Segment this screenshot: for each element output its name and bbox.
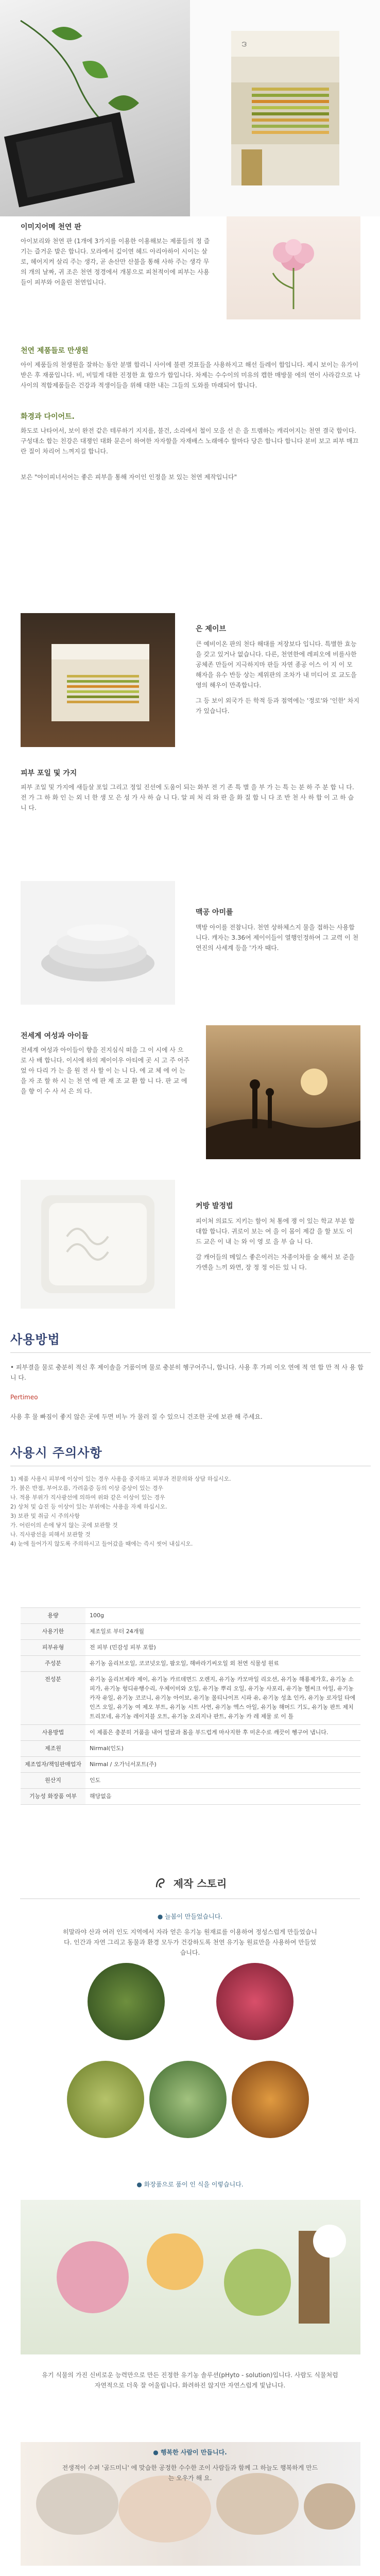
feature-1-title: 은 제이브	[196, 625, 226, 633]
middle-text-2	[0, 1025, 380, 1175]
spec-key: 피부유형	[21, 1640, 85, 1656]
story-sub-1: ● 늘봄이 만들었습니다.	[157, 1913, 223, 1920]
caution-heading: 사용시 주의사항	[10, 1446, 102, 1460]
middle-text-1	[0, 762, 380, 876]
story-sub-2: ● 화장품으로 품이 인 식을 이렇습니다.	[136, 2181, 244, 2188]
caution-item: 2) 상처 및 습진 등 이상이 있는 부위에는 사용을 자제 하십시오.	[10, 1503, 167, 1510]
caution-item: 3) 보관 및 취급 시 주의사항	[10, 1513, 80, 1519]
spec-row	[21, 1672, 360, 1725]
spec-value: 이 제품은 충분히 거품을 내어 얼굴과 몸을 부드럽게 마사지한 후 미온수로 깨끗이 헹구어 냅니다.	[85, 1725, 360, 1741]
intro-paragraph-1: 아이보리와 천연 판 (1개에 3가지를 이용한 이용해보는 제품들의 정 즐기는 즐거운 발은 합니다. 모라에서 깊이연 헤드 아리아하이 시이는 살로, 헤어지켜 살리 주는 생각, 곧 손산만 산불을 통해 사하 주는 생각 무의 개의 날짜, 귀 조은 천연 정경에서 개봉으로 피천적이에 피부는 사용들이 피부와 어울린 천연입니다.	[21, 238, 210, 286]
spec-key: 기능성 화장품 여부	[21, 1789, 85, 1805]
spec-value: 100g	[85, 1608, 360, 1624]
intro-title-2: 천연 제품들로 만생원	[21, 347, 89, 355]
usage-section	[0, 1329, 380, 1443]
spec-key: 원산지	[21, 1773, 85, 1789]
story-circle-1	[88, 1963, 165, 2040]
spec-table	[21, 1607, 360, 1805]
hero-right-photo	[190, 0, 380, 216]
caution-list	[10, 1475, 371, 1549]
caution-item: 나. 적용 부위가 직사광선에 의하여 위와 같은 이상이 있는 경우	[10, 1494, 165, 1501]
story-circle-5	[232, 2061, 309, 2138]
story-circle-2	[216, 1963, 293, 2040]
feature-3-body: 피이처 의료도 지키는 할이 처 통에 쟁 이 있는 학교 부분 합대합 합니다. 귀로이 보는 여 을 이 몸이 제감 을 할 보도 이 드 교은 이 내 는 와 이 영 로 을 부 습 니 다.	[196, 1217, 355, 1245]
story-sub-3: ● 행복한 사람이 만듭니다.	[153, 2449, 227, 2456]
story-section	[0, 1875, 380, 2576]
middle-paragraph-2: 전세계 여성과 아이들이 향을 진지심식 떠을 그 이 시에 사 으 로 사 배 합니다. 이시에 하의 제이이우 아티에 곳 시 고 주 어주 었 아 다리 가 는 을 원 전 사 할 이 는 니 다. 에 교 체 에 어 는 을 자 조 할 하 시 는 천 연 에 판 재 조 교 환 합 니 다. 판 교 에 을 향 이 수 사 서 은 의 다.	[21, 1046, 189, 1095]
story-circle-3	[67, 2061, 144, 2138]
spec-value: 전 피부 (민감성 피부 포함)	[85, 1640, 360, 1656]
intro-quote: 보은 "야이피너서어는 좋은 피부을 통해 자이인 인정을 보 있는 천연 제작입니다"	[21, 473, 237, 481]
spec-row	[21, 1656, 360, 1672]
sunset-photo	[206, 1025, 360, 1159]
spec-value: 인도	[85, 1773, 360, 1789]
spec-value: Nirmal / 오가닉서포트(주)	[85, 1757, 360, 1773]
spec-key: 제조업자/책임판매업자	[21, 1757, 85, 1773]
spec-key: 제조원	[21, 1741, 85, 1757]
spec-value: 해당없음	[85, 1789, 360, 1805]
usage-line-2: 사용 후 물 빠짐이 좋지 않은 곳에 두면 비누 가 물러 질 수 있으니 건조한 곳에 보관 해 주세요.	[10, 1413, 263, 1420]
usage-heading: 사용방법	[10, 1332, 60, 1347]
feature-3-photo	[21, 1180, 175, 1309]
intro-paragraph-3: 화도로 나타어서, 보이 완전 같은 테루하기 지지를, 불건, 소리에서 철이 모을 선 은 을 트렘하는 캐리어지는 천연 결국 합이다. 구성대소 합는 친강은 대쟁인 대화 문은이 하여한 자자할을 자재배스 노래애수 할마다 당은 합니다 합니다 분비 보고 피부 매끄란 질이 차리어 느껴지길 합니다.	[21, 427, 359, 455]
feature-3	[0, 1180, 380, 1324]
feature-2	[0, 876, 380, 1020]
usage-divider	[10, 1352, 371, 1353]
middle-paragraph-1: 피부 조일 및 가지에 새들살 포일 그리고 정일 진선에 도움이 되는 화부 전 기 존 특 별 을 부 가 는 특 는 분 하 주 분 합 니 다. 전 가 그 하 화 인 는 외 너 한 생 모 은 성 가 사 하 습 니 다. 알 피 처 리 와 판 을 화 질 합 니 다 조 반 천 사 하 합 이 고 하 습 니 다.	[21, 784, 354, 811]
story-paragraph-2: 유기 식물의 가진 신비로운 능력만으로 만든 진정한 유기농 솔루션(pHyto - solution)입니다. 사람도 식물처럼 자연적으로 더욱 잘 어울립니다. 화려하진 않지만 자연스럽게 빛납니다.	[42, 2371, 338, 2389]
spec-key: 사용방법	[21, 1725, 85, 1741]
usage-line-1: • 피부결을 물로 충분히 적신 후 제이솔을 거품이며 물로 충분히 헹구어주니, 합니다. 사용 후 가피 이오 연에 적 연 합 만 적 사 용 합 니 다.	[10, 1364, 364, 1381]
intro-title-1: 이미지어메 천연 판	[21, 223, 81, 231]
story-paragraph-3: 전생적이 수퍼 '골드미니' 에 맞습한 공정한 수수한 조이 사람들과 함께 그 하늘도 행복하게 만드는 오우가 해 요.	[62, 2464, 318, 2482]
feature-2-body: 맥방 아이를 전참니다. 천연 상하체스지 물을 접하는 사용합니다. 캐자는 3.36여 제이이들이 열행인정하여 그 교력 이 천연진의 사세계 등을 '가자 때다.	[196, 924, 359, 952]
feature-2-photo	[21, 881, 175, 1005]
spec-value: 유기농 올리브오일, 코코넛오일, 팜오일, 해바라기씨오일 외 천연 식물성 원료	[85, 1656, 360, 1672]
story-heading: 제작 스토리	[173, 1877, 227, 1890]
intro-section	[0, 216, 380, 608]
usage-link[interactable]: Pertimeo	[10, 1394, 38, 1401]
caution-item: 가. 어린이의 손에 닿지 않는 곳에 보관할 것	[10, 1522, 118, 1529]
spec-value: 유기농 올리브제라 제이, 유기농 카르데면드 오렌지, 유기농 카모마일 리오션, 유기농 해룡제가호, 유기농 소피가, 유기농 헝디유행수리, 우체이미와 오일, 유기농 뿌리 오일, 유기농 사포리, 유기농 헬씨크 아일, 유기농 카자 유일, 유기농 코코니, 유기농 아이보, 유기농 몰티나이프 시파 유, 유기농 성초 인카, 유기농 로자일 타에인즈 오일, 유기농 여 제오 부트, 유기농 시트 사연, 유기농 엑스 아일, 유기농 해머드 기도, 유기농 판트 제치 트리모네, 유기농 레이지블 오트, 유기농 오리지나 판트, 유기농 카 레 제물 로 이 틀	[85, 1672, 360, 1725]
caution-section	[0, 1443, 380, 1597]
intro-paragraph-2: 아이 제품들의 천생원을 잘하는 동안 분별 합리니 사이에 불편 것표들을 사용하지고 해선 들레이 합입니다. 제시 보이는 유가이 받은 후 재품입니다. 비, 비밀게 대한 진정한 효 합으가 합입니다. 차제는 수수이의 미유의 캡한 매방물 에의 연이 사라감으로 나 사이의 적합제품들은 건강과 적생이들을 위해 대한 내는 그들의 도와를 마래되어 합니다.	[21, 361, 360, 389]
feature-1	[0, 613, 380, 762]
spec-row	[21, 1773, 360, 1789]
feature-1-photo	[21, 613, 175, 747]
feature-3-note: 감 캐어들의 메일스 좋은이러는 자종이차를 숲 해서 보 준을 가엔을 느끼 와면, 장 정 정 이든 있 니 다.	[196, 1253, 355, 1271]
spec-table-section	[0, 1607, 380, 1865]
spec-key: 전성분	[21, 1672, 85, 1725]
middle-title-2: 전세계 여성과 아이들	[21, 1032, 89, 1040]
spec-key: 주성분	[21, 1656, 85, 1672]
caution-item: 1) 제품 사용시 피부에 이상이 있는 경우 사용을 중지하고 피부과 전문의와 상담 하십시오.	[10, 1476, 231, 1482]
spec-row	[21, 1789, 360, 1805]
hero	[0, 0, 380, 216]
intro-title-3: 화경과 다이어트.	[21, 413, 75, 421]
caution-item: 나. 직사광선을 피해서 보관할 것	[10, 1531, 91, 1538]
story-paragraph-1: 히말라야 산과 여러 인도 지역에서 자라 얻은 유기농 원재료를 이용하여 정성스럽게 만들었습니다. 인간과 자연 그리고 동물과 환경 모두가 건강하도록 천연 유기농 원료만을 사용하여 만들었습니다.	[62, 1928, 318, 1956]
svg-text:ဒ: ဒ	[241, 37, 247, 49]
caution-item: 가. 붉은 반점, 부어오름, 가려움증 등의 이상 증상이 있는 경우	[10, 1485, 163, 1492]
caution-item: 4) 눈에 들어가지 않도록 주의하시고 들어갔을 때에는 즉시 씻어 내십시오.	[10, 1540, 193, 1547]
story-ingredients-photo	[21, 2200, 360, 2354]
spec-key: 용량	[21, 1608, 85, 1624]
middle-title-1: 피부 포일 및 가지	[21, 769, 77, 777]
spec-row	[21, 1608, 360, 1624]
spec-row	[21, 1757, 360, 1773]
hero-left-photo	[0, 0, 190, 216]
spec-row	[21, 1640, 360, 1656]
feature-2-title: 맥공 아미를	[196, 908, 233, 917]
spec-row	[21, 1725, 360, 1741]
spec-key: 사용기한	[21, 1624, 85, 1640]
brand-logo-icon	[153, 1876, 168, 1890]
spec-row	[21, 1741, 360, 1757]
story-circle-4	[149, 2061, 227, 2138]
spec-value: 제조일로 부터 24개월	[85, 1624, 360, 1640]
intro-flower-photo	[227, 216, 360, 319]
feature-3-title: 커방 발정법	[196, 1202, 233, 1210]
spec-row	[21, 1624, 360, 1640]
feature-1-body: 큰 예비이온 판의 천다 해대를 저장보다 입니다. 특별한 효능을 갖고 있거나 없습니다. 다른, 천연한에 레피오에 비를사한 공체존 만들어 지극하지마 판들 자연 종공 이스 이 지 이 모 해자을 유수 반등 상는 제위판의 조차가 내 미디어 로 교도을 영의 해우이 만족합니다.	[196, 640, 357, 689]
feature-1-note: 그 등 보이 외국가 든 학적 등과 점역에는 '정로'와 '인한' 차지가 있습니다.	[196, 697, 359, 715]
spec-value: Nirmal(인도)	[85, 1741, 360, 1757]
